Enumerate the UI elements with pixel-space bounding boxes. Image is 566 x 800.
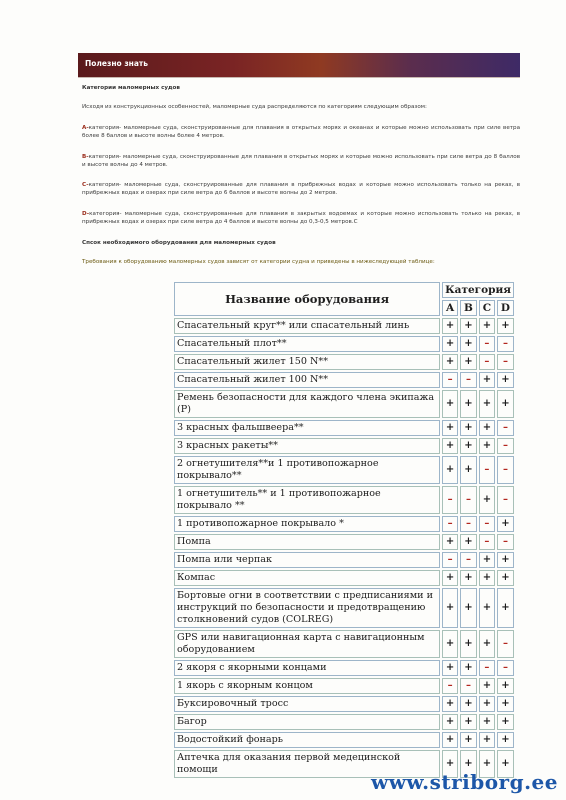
requirement-mark: – [460, 552, 477, 568]
equipment-table [172, 280, 516, 780]
requirement-mark: – [497, 456, 514, 484]
table-row [174, 420, 514, 436]
equipment-intro [82, 258, 520, 266]
site-url: www.striborg.ee [371, 770, 558, 794]
category-label: D- [82, 211, 90, 217]
requirement-mark: – [497, 336, 514, 352]
page-banner [78, 53, 520, 77]
requirement-mark: + [460, 750, 477, 778]
requirement-mark: + [442, 534, 458, 550]
table-row [174, 516, 514, 532]
category-c-paragraph [82, 181, 520, 198]
requirement-mark: + [479, 438, 495, 454]
table-row [174, 552, 514, 568]
requirement-mark: + [479, 372, 495, 388]
banner-title: Полезно знать [85, 59, 149, 68]
category-text: категория- маломерные суда, сконструированные для плавания в открытых морях и океанах и которые можно использовать при силе ветра более 8 баллов и высоте волны более 4 метров. [82, 125, 520, 140]
table-row [174, 456, 514, 484]
table-row [174, 390, 514, 418]
equipment-name: 1 противопожарное покрывало * [174, 516, 440, 532]
requirement-mark: + [479, 750, 495, 778]
requirement-mark: + [497, 318, 514, 334]
requirement-mark: + [442, 354, 458, 370]
equipment-name: Спасательный жилет 100 N** [174, 372, 440, 388]
requirement-mark: + [460, 588, 477, 628]
requirement-mark: + [442, 420, 458, 436]
requirement-mark: + [442, 696, 458, 712]
requirement-mark: – [460, 678, 477, 694]
category-letter-b: B [460, 300, 477, 316]
requirement-mark: – [442, 552, 458, 568]
requirement-mark: – [479, 456, 495, 484]
requirement-mark: – [497, 420, 514, 436]
equipment-table-body [174, 318, 514, 778]
intro-text: Исходя из конструкционных особенностей, маломерные суда распределяются по категориям следующим образом: [82, 104, 427, 110]
table-row [174, 318, 514, 334]
requirement-mark: + [497, 714, 514, 730]
requirement-mark: + [460, 714, 477, 730]
equipment-name: Спасательный круг** или спасательный линь [174, 318, 440, 334]
requirement-mark: + [479, 696, 495, 712]
equipment-name: Спасательный плот** [174, 336, 440, 352]
requirement-mark: – [460, 486, 477, 514]
equipment-name: 1 якорь с якорным концом [174, 678, 440, 694]
intro-paragraph [82, 103, 520, 111]
categories-heading [82, 84, 520, 92]
equipment-name: 2 огнетушителя**и 1 противопожарное покрывало** [174, 456, 440, 484]
requirement-mark: + [497, 372, 514, 388]
requirement-mark: + [460, 420, 477, 436]
requirement-mark: + [442, 714, 458, 730]
requirement-mark: + [460, 354, 477, 370]
table-row [174, 678, 514, 694]
requirement-mark: + [460, 570, 477, 586]
table-row [174, 534, 514, 550]
requirement-mark: + [442, 630, 458, 658]
equipment-heading [82, 239, 520, 247]
equipment-name: 3 красных фальшвеера** [174, 420, 440, 436]
column-header-category: Категория [442, 282, 514, 298]
requirement-mark: + [497, 750, 514, 778]
section-heading: Спсок необходимого оборудования для маломерных судов [82, 240, 276, 246]
table-row [174, 372, 514, 388]
equipment-name: Ремень безопасности для каждого члена экипажа (Р) [174, 390, 440, 418]
requirement-mark: + [460, 336, 477, 352]
requirement-mark: + [479, 390, 495, 418]
category-letter-a: A [442, 300, 458, 316]
category-d-paragraph [82, 210, 520, 227]
table-row [174, 438, 514, 454]
requirement-mark: + [442, 570, 458, 586]
requirement-mark: – [460, 372, 477, 388]
requirement-mark: + [497, 516, 514, 532]
category-label: B- [82, 154, 89, 160]
table-row [174, 570, 514, 586]
category-b-paragraph [82, 153, 520, 170]
requirement-mark: + [460, 696, 477, 712]
requirement-mark: + [479, 588, 495, 628]
requirement-mark: – [479, 354, 495, 370]
equipment-intro-text: Требования к оборудованию маломерных судов зависят от категории судна и приведены в нижеследующей таблице: [82, 259, 435, 265]
requirement-mark: + [460, 318, 477, 334]
requirement-mark: + [497, 570, 514, 586]
requirement-mark: – [460, 516, 477, 532]
requirement-mark: + [479, 732, 495, 748]
requirement-mark: + [479, 420, 495, 436]
requirement-mark: – [497, 534, 514, 550]
equipment-name: Аптечка для оказания первой медецинской помощи [174, 750, 440, 778]
category-a-paragraph [82, 124, 520, 141]
category-letter-d: D [497, 300, 514, 316]
requirement-mark: + [460, 390, 477, 418]
category-text: категория- маломерные суда, сконструированные для плавания в закрытых водоемах и которые можно использовать только на реках, в прибрежных водах и озерах при силе ветра до 4 баллов и высоте волны до 0,3-0,5 метров.С [82, 211, 520, 226]
requirement-mark: + [460, 438, 477, 454]
requirement-mark: – [442, 678, 458, 694]
equipment-name: Компас [174, 570, 440, 586]
requirement-mark: + [460, 660, 477, 676]
requirement-mark: + [442, 456, 458, 484]
requirement-mark: – [442, 516, 458, 532]
equipment-name: Спасательный жилет 150 N** [174, 354, 440, 370]
requirement-mark: – [497, 486, 514, 514]
table-row [174, 630, 514, 658]
requirement-mark: + [497, 390, 514, 418]
category-label: A- [82, 125, 89, 131]
table-row [174, 696, 514, 712]
equipment-name: 1 огнетушитель** и 1 противопожарное покрывало ** [174, 486, 440, 514]
category-text: категория- маломерные суда, сконструированные для плавания в прибрежных водах и которые можно использовать только на реках, в прибрежных водах и озерах при силе ветра до 6 баллов и высоте волны до 2 метров. [82, 182, 520, 197]
requirement-mark: + [460, 630, 477, 658]
requirement-mark: + [442, 438, 458, 454]
column-header-name: Название оборудования [174, 282, 440, 316]
requirement-mark: + [479, 486, 495, 514]
requirement-mark: + [460, 534, 477, 550]
equipment-name: Бортовые огни в соответствии с предписаниями и инструкций по безопасности и предотвращению столкновений судов (COLREG) [174, 588, 440, 628]
category-text: категория- маломерные суда, сконструированные для плавания в открытых морях и которые можно использовать при силе ветра до 8 баллов и высоте волны до 4 метров. [82, 154, 520, 169]
requirement-mark: – [497, 354, 514, 370]
requirement-mark: + [497, 588, 514, 628]
table-row [174, 714, 514, 730]
requirement-mark: + [479, 318, 495, 334]
category-letter-c: C [479, 300, 495, 316]
requirement-mark: – [442, 372, 458, 388]
requirement-mark: – [442, 486, 458, 514]
requirement-mark: + [460, 456, 477, 484]
requirement-mark: – [479, 336, 495, 352]
requirement-mark: – [479, 516, 495, 532]
requirement-mark: + [479, 714, 495, 730]
requirement-mark: + [497, 552, 514, 568]
equipment-name: Буксировочный тросс [174, 696, 440, 712]
equipment-name: 2 якоря с якорными концами [174, 660, 440, 676]
requirement-mark: – [497, 630, 514, 658]
requirement-mark: – [497, 438, 514, 454]
requirement-mark: + [479, 570, 495, 586]
requirement-mark: + [497, 696, 514, 712]
requirement-mark: + [460, 732, 477, 748]
table-row [174, 486, 514, 514]
requirement-mark: + [442, 336, 458, 352]
requirement-mark: + [442, 588, 458, 628]
table-row [174, 660, 514, 676]
table-row [174, 732, 514, 748]
requirement-mark: + [442, 732, 458, 748]
requirement-mark: – [497, 660, 514, 676]
requirement-mark: + [497, 732, 514, 748]
table-row [174, 588, 514, 628]
requirement-mark: + [479, 630, 495, 658]
equipment-name: 3 красных ракеты** [174, 438, 440, 454]
requirement-mark: + [442, 390, 458, 418]
category-label: C- [82, 182, 89, 188]
table-row [174, 336, 514, 352]
requirement-mark: + [479, 552, 495, 568]
section-heading: Категории маломерных судов [82, 85, 180, 91]
table-row [174, 354, 514, 370]
equipment-name: GPS или навигационная карта с навигационным оборудованием [174, 630, 440, 658]
requirement-mark: + [442, 318, 458, 334]
requirement-mark: + [479, 678, 495, 694]
equipment-name: Помпа или черпак [174, 552, 440, 568]
equipment-name: Водостойкий фонарь [174, 732, 440, 748]
requirement-mark: – [479, 660, 495, 676]
equipment-name: Багор [174, 714, 440, 730]
requirement-mark: + [442, 750, 458, 778]
requirement-mark: – [479, 534, 495, 550]
equipment-name: Помпа [174, 534, 440, 550]
requirement-mark: + [442, 660, 458, 676]
requirement-mark: + [497, 678, 514, 694]
